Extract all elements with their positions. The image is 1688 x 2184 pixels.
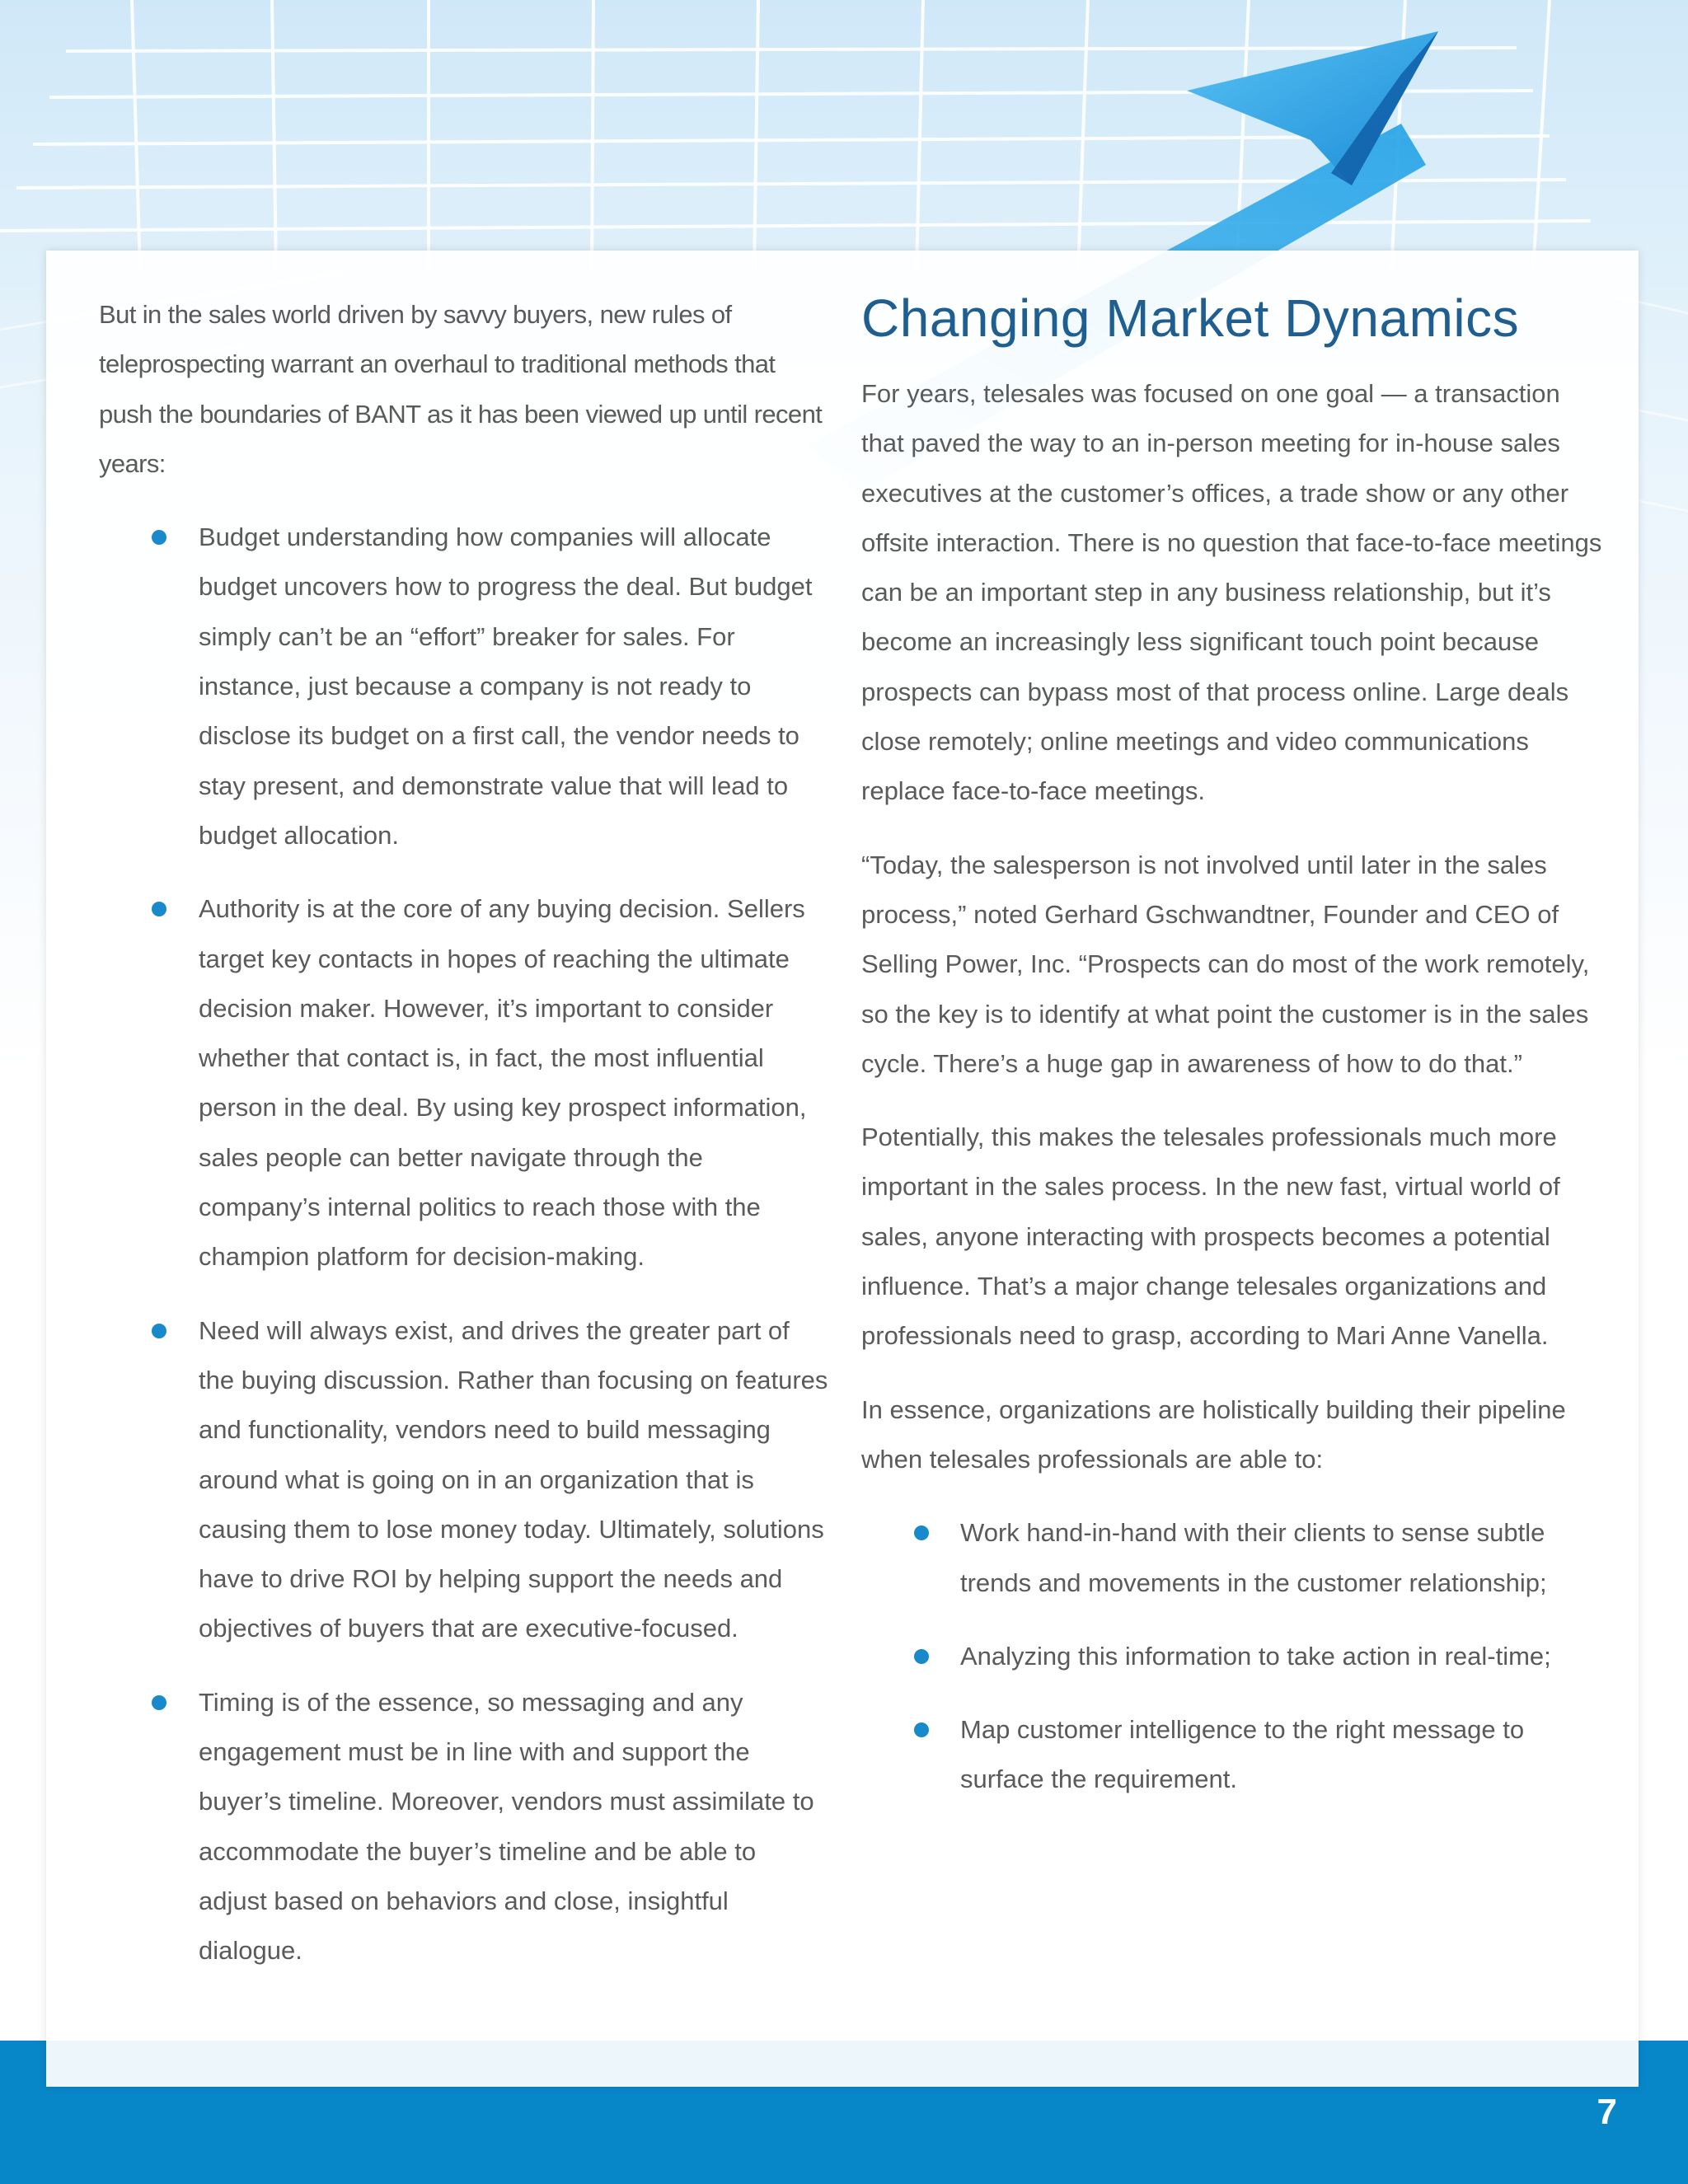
list-item-text: Analyzing this information to take action in real-time; (960, 1641, 1551, 1671)
bullet-dot-icon (152, 1324, 166, 1338)
intro-paragraph: But in the sales world driven by savvy buyers, new rules of teleprospecting warrant an overhaul to traditional methods that push the boundaries of BANT as it has been viewed up until recent years: (99, 300, 823, 478)
left-column (99, 290, 831, 2000)
list-item-text: Need will always exist, and drives the greater part of the buying discussion. Rather than focusing on features and functionality, vendors need to build messaging around what is going on in an organization that is causing them to lose money today. Ultimately, solutions have to drive ROI by helping support the needs and objectives of buyers that are executive-focused. (199, 1315, 828, 1643)
list-item (99, 1306, 831, 1654)
list-item-text: Budget understanding how companies will allocate budget uncovers how to progress the deal. But budget simply can’t be an “effort” breaker for sales. For instance, just because a company is not ready to disclose its budget on a first call, the vendor needs to stay present, and demonstrate value that will lead to budget allocation. (199, 523, 813, 850)
bullet-dot-icon (914, 1722, 929, 1737)
bant-list (99, 513, 831, 1975)
bullet-dot-icon (152, 530, 166, 545)
list-item (99, 513, 831, 860)
list-item (861, 1632, 1603, 1681)
capabilities-list (861, 1508, 1603, 1804)
list-item (99, 1678, 831, 1976)
list-item-text: Work hand-in-hand with their clients to sense subtle trends and movements in the customer relationship; (960, 1518, 1547, 1597)
body-paragraph: “Today, the salesperson is not involved until later in the sales process,” noted Gerhard Gschwandtner, Founder and CEO of Selling Power, Inc. “Prospects can do most of the work remotely, so the key is to identify at what point the customer is in the sales cycle. There’s a huge gap in awareness of how to do that.” (861, 850, 1590, 1078)
bullet-dot-icon (914, 1526, 929, 1540)
list-item (99, 884, 831, 1282)
list-item-text: Authority is at the core of any buying decision. Sellers target key contacts in hopes of reaching the ultimate decision maker. However, it’s important to consider whether that contact is, in fact, the most influential person in the deal. By using key prospect information, sales people can better navigate through the company’s internal politics to reach those with the champion platform for decision-making. (199, 894, 807, 1272)
body-paragraph: For years, telesales was focused on one goal — a transaction that paved the way to an in-person meeting for in-house sales executives at the customer’s offices, a trade show or any other offsite interaction. There is no question that face-to-face meetings can be an important step in any business relationship, but it’s become an increasingly less significant touch point because prospects can bypass most of that process online. Large deals close remotely; online meetings and video communications replace face-to-face meetings. (861, 379, 1602, 806)
bullet-dot-icon (152, 902, 166, 916)
body-paragraph: In essence, organizations are holistically building their pipeline when telesales professionals are able to: (861, 1394, 1566, 1474)
section-heading: Changing Market Dynamics (861, 288, 1520, 348)
list-item (861, 1705, 1603, 1805)
list-item-text: Map customer intelligence to the right message to surface the requirement. (960, 1715, 1525, 1794)
list-item-text: Timing is of the essence, so messaging and any engagement must be in line with and support the buyer’s timeline. Moreover, vendors must assimilate to accommodate the buyer’s timeline and be able to adjust based on behaviors and close, insightful dialogue. (199, 1687, 814, 1966)
body-paragraph: Potentially, this makes the telesales professionals much more important in the sales process. In the new fast, virtual world of sales, anyone interacting with prospects becomes a potential influence. That’s a major change telesales organizations and professionals need to grasp, according to Mari Anne Vanella. (861, 1122, 1560, 1351)
list-item (861, 1508, 1603, 1608)
bullet-dot-icon (914, 1649, 929, 1664)
right-column (861, 285, 1603, 1829)
page-number: 7 (1597, 2092, 1617, 2132)
bullet-dot-icon (152, 1695, 166, 1710)
